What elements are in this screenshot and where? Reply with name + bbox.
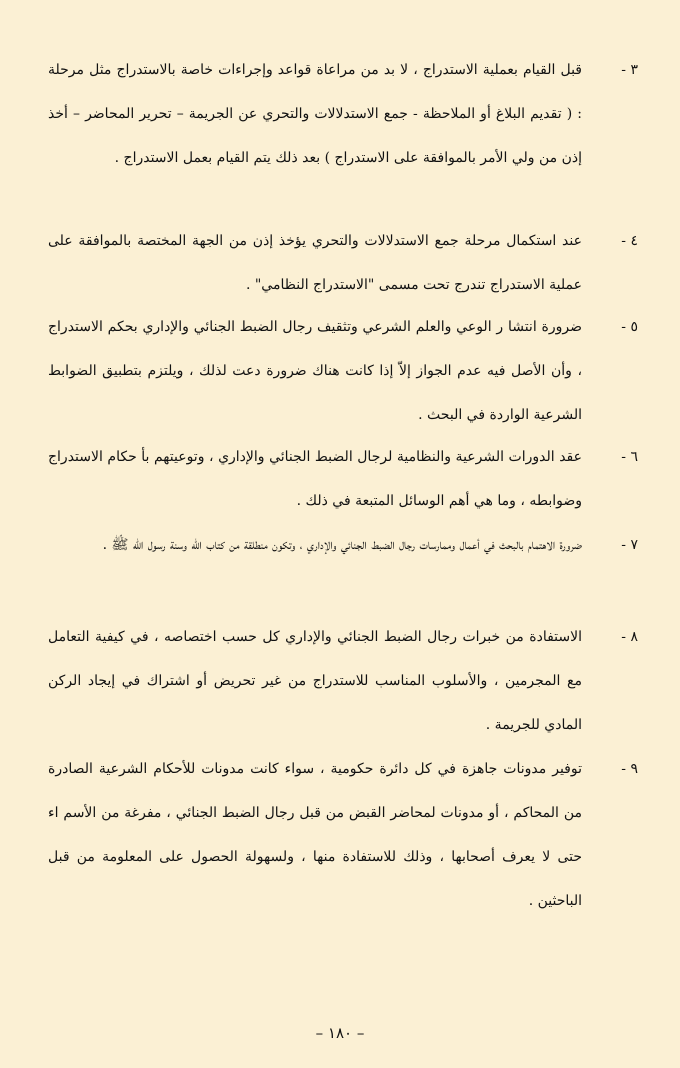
item-number: ٦ - [621, 449, 638, 465]
item-number: ٧ - [621, 537, 638, 553]
list-item-8 [48, 615, 638, 747]
item-number: ٣ - [621, 62, 638, 78]
item-text: توفير مدونات جاهزة في كل دائرة حكومية ، سواء كانت مدونات للأحكام الشرعية الصادرة من المحاكم ، أو مدونات لمحاضر القبض من قبل رجال الضبط الجنائي ، مفرغة من الأسم اء حتى لا يعرف أصحابها ، وذلك للاستفادة منها ، ولسهولة الحصول على المعلومة من قبل الباحثين . [48, 761, 582, 909]
item-text: عقد الدورات الشرعية والنظامية لرجال الضبط الجنائي والإداري ، وتوعيتهم بأ حكام الاستدراج وضوابطه ، وما هي أهم الوسائل المتبعة في ذلك . [48, 449, 582, 509]
item-number: ٤ - [621, 233, 638, 249]
item-text: ضرورة انتشا ر الوعي والعلم الشرعي وتثقيف رجال الضبط الجنائي والإداري بحكم الاستدراج ، وأن الأصل فيه عدم الجواز إلاّ إذا كانت هناك ضرورة دعت لذلك ، ويلتزم بتطبيق الضوابط الشرعية الواردة في البحث . [48, 319, 582, 423]
item-text: عند استكمال مرحلة جمع الاستدلالات والتحري يؤخذ إذن من الجهة المختصة بالموافقة على عملية الاستدراج تندرج تحت مسمى "الاستدراج النظامي" . [48, 233, 582, 293]
page-number: – ١٨٠ – [315, 1024, 365, 1042]
list-item-9 [48, 747, 638, 923]
item-text: ضرورة الاهتمام بالبحث في أعمال وممارسات رجال الضبط الجنائي والإداري ، وتكون منطلقة من كتاب الله وسنة رسول الله ﷺ . [102, 537, 582, 553]
item-text: قبل القيام بعملية الاستدراج ، لا بد من مراعاة قواعد وإجراءات خاصة بالاستدراج مثل مرحلة : ( تقديم البلاغ أو الملاحظة - جمع الاستدلالات والتحري عن الجريمة – تحرير المحاضر – أخذ إذن من ولي الأمر بالموافقة على الاستدراج ) بعد ذلك يتم القيام بعمل الاستدراج . [48, 62, 582, 166]
list-item-6 [48, 435, 638, 523]
list-item-4 [48, 219, 638, 307]
item-number: ٥ - [621, 319, 638, 335]
item-text: الاستفادة من خبرات رجال الضبط الجنائي والإداري كل حسب اختصاصه ، في كيفية التعامل مع المجرمين ، والأسلوب المناسب للاستدراج من غير تحريض أو اشتراك في إيجاد الركن المادي للجريمة . [48, 629, 582, 733]
list-item-3 [48, 48, 638, 180]
item-number: ٨ - [621, 629, 638, 645]
list-item-7 [48, 523, 638, 567]
item-number: ٩ - [621, 761, 638, 777]
list-item-5 [48, 305, 638, 437]
